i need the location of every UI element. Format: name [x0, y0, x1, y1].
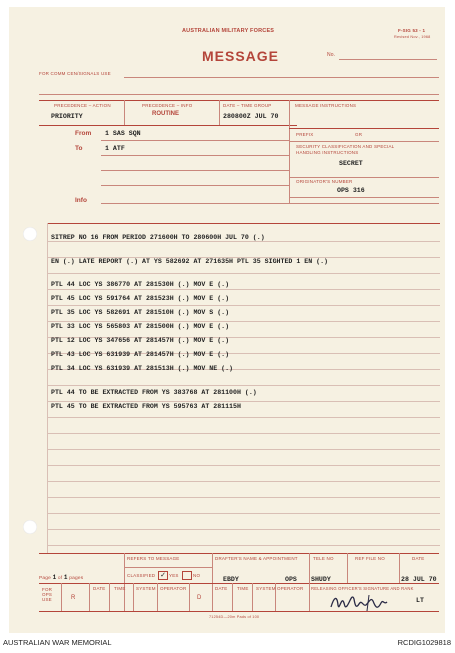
to-label: To	[75, 145, 83, 152]
precedence-action-value: PRIORITY	[51, 113, 83, 120]
security-label-text: SECURITY CLASSIFICATION AND SPECIAL HANDLING INSTRUCTIONS	[296, 144, 395, 155]
r-label: R	[71, 595, 76, 601]
col-date-1: DATE	[93, 586, 106, 591]
ops-use-text: FOR OPS USE	[42, 587, 53, 602]
form-code: F-SIG 53 - 1	[398, 28, 426, 33]
date-value: 28 JUL 70	[401, 576, 437, 583]
pages-word: pages	[69, 576, 84, 581]
col-system-1: SYSTEM	[136, 586, 156, 591]
footer-institution: AUSTRALIAN WAR MEMORIAL	[3, 638, 112, 647]
to-value: 1 ATF	[105, 145, 125, 152]
revised-date: Revised Nov., 1968	[394, 35, 431, 39]
message-line-1: SITREP NO 16 FROM PERIOD 271600H TO 280600H JUL 70 (.)	[51, 234, 265, 241]
message-line-2: EN (.) LATE REPORT (.) AT YS 582692 AT 271635H PTL 35 SIGHTED 1 EN (.)	[51, 258, 328, 265]
print-code: 71254D—20m Pads of 100	[209, 615, 260, 619]
punch-hole-top	[23, 227, 37, 241]
no-option-label: NO	[193, 573, 201, 578]
precedence-info-value: ROUTINE	[152, 111, 179, 117]
precedence-action-label: PRECEDENCE – ACTION	[54, 103, 111, 108]
message-line-9: PTL 34 LOC YS 631939 AT 281513H (.) MOV NE (.)	[51, 365, 234, 372]
col-time-2: TIME	[237, 586, 249, 591]
drafter-label: DRAFTER'S NAME & APPOINTMENT	[215, 556, 298, 561]
d-label: D	[197, 595, 202, 601]
instructions-label: MESSAGE INSTRUCTIONS	[295, 103, 357, 108]
classified-yes-checkbox[interactable]: ✓	[158, 571, 168, 580]
dtg-value: 280800Z JUL 70	[223, 113, 279, 120]
message-line-11: PTL 45 TO BE EXTRACTED FROM YS 595763 AT 281115H	[51, 403, 241, 410]
tele-label: TELE NO	[313, 556, 334, 561]
message-line-10: PTL 44 TO BE EXTRACTED FROM YS 383768 AT 281100H (.)	[51, 389, 257, 396]
refers-label: REFERS TO MESSAGE	[127, 556, 180, 561]
date-label: DATE	[412, 556, 425, 561]
message-line-6: PTL 33 LOC YS 565803 AT 281500H (.) MOV E (.)	[51, 323, 230, 330]
message-line-3: PTL 44 LOC YS 386770 AT 281530H (.) MOV E (.)	[51, 281, 230, 288]
message-line-7: PTL 12 LOC YS 347656 AT 281457H (.) MOV E (.)	[51, 337, 230, 344]
pages-total: 1	[63, 574, 68, 581]
rank-value: LT	[416, 597, 424, 604]
prefix-label: PREFIX	[296, 132, 314, 137]
tele-value: SHUDY	[311, 576, 331, 583]
page-word: Page	[39, 576, 52, 581]
from-label: From	[75, 130, 92, 137]
originator-label: ORIGINATOR'S NUMBER	[296, 179, 353, 184]
classified-no-checkbox[interactable]	[182, 571, 192, 580]
drafter-name: EBDY	[223, 576, 239, 583]
from-value: 1 SAS SQN	[105, 130, 141, 137]
security-label	[296, 144, 416, 155]
col-operator-1: OPERATOR	[160, 586, 187, 591]
col-time-1: TIME	[114, 586, 126, 591]
of-word: of	[57, 576, 63, 581]
precedence-info-label: PRECEDENCE – INFO	[142, 103, 193, 108]
page-number: 1	[52, 574, 57, 581]
releasing-label: RELEASING OFFICER'S SIGNATURE AND RANK	[311, 586, 414, 591]
dtg-label: DATE – TIME GROUP	[223, 103, 272, 108]
yes-label: YES	[169, 573, 179, 578]
classified-label: CLASSIFIED	[127, 573, 156, 578]
message-line-8: PTL 43 LOC YS 631939 AT 281457H (.) MOV E (.)	[51, 351, 230, 358]
gr-label: GR	[355, 132, 363, 137]
org-name: AUSTRALIAN MILITARY FORCES	[182, 28, 275, 34]
page-label	[39, 574, 83, 581]
comm-cen-label: FOR COMM CEN/SIGNALS USE	[39, 71, 111, 76]
security-value: SECRET	[339, 160, 363, 167]
no-label: No.	[327, 52, 336, 58]
col-system-2: SYSTEM	[256, 586, 276, 591]
message-line-4: PTL 45 LOC YS 591764 AT 281523H (.) MOV E (.)	[51, 295, 230, 302]
punch-hole-bottom	[23, 520, 37, 534]
originator-value: OPS 316	[337, 187, 365, 194]
col-operator-2: OPERATOR	[277, 586, 304, 591]
footer-record-id: RCDIG1029818	[397, 638, 451, 647]
drafter-appointment: OPS	[285, 576, 297, 583]
ops-use-label	[42, 587, 58, 602]
col-date-2: DATE	[215, 586, 228, 591]
ref-file-label: REF FILE NO	[355, 556, 385, 561]
info-label: Info	[75, 197, 87, 204]
message-line-5: PTL 35 LOC YS 582691 AT 281510H (.) MOV S (.)	[51, 309, 230, 316]
form-title: MESSAGE	[202, 48, 280, 64]
message-form	[9, 7, 445, 633]
